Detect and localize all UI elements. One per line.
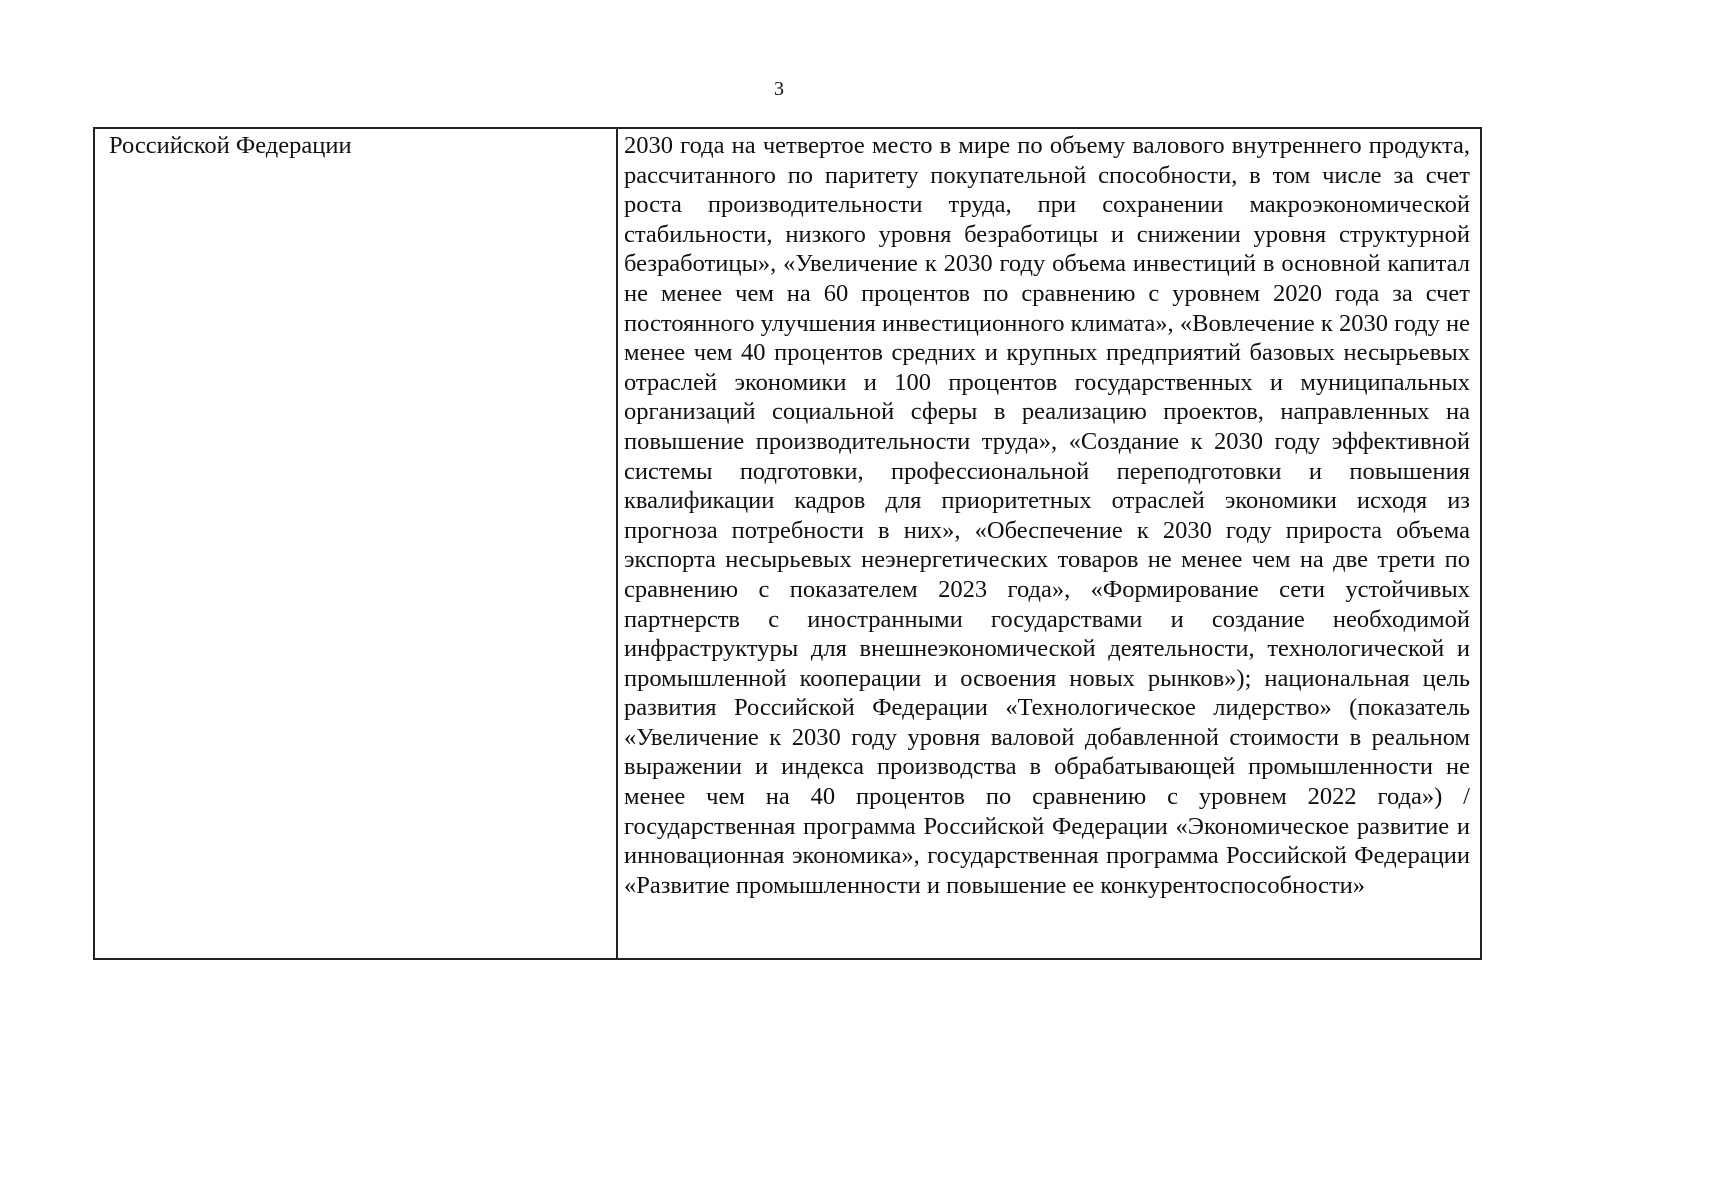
page-number: 3 [774,78,784,100]
table-cell-right: 2030 года на четвертое место в мире по объему валового внутреннего продукта, рассчитанного по паритету покупательной способности, в том числе за счет роста производительности труда, при сохранении макроэкономической стабильности, низкого уровня безработицы и снижении уровня структурной безработицы», «Увеличение к 2030 году объема инвестиций в основной капитал не менее чем на 60 процентов по сравнению с уровнем 2020 года за счет постоянного улучшения инвестиционного климата», «Вовлечение к 2030 году не менее чем 40 процентов средних и крупных предприятий базовых несырьевых отраслей экономики и 100 процентов государственных и муниципальных организаций социальной сферы в реализацию проектов, направленных на повышение производительности труда», «Создание к 2030 году эффективной системы подготовки, профессиональной переподготовки и повышения квалификации кадров для приоритетных отраслей экономики исходя из прогноза потребности в них», «Обеспечение к 2030 году прироста объема экспорта несырьевых неэнергетических товаров не менее чем на две трети по сравнению с показателем 2023 года», «Формирование сети устойчивых партнерств с иностранными государствами и создание необходимой инфраструктуры для внешнеэкономической деятельности, технологической и промышленной кооперации и освоения новых рынков»); национальная цель развития Российской Федерации «Технологическое лидерство» (показатель «Увеличение к 2030 году уровня валовой добавленной стоимости в реальном выражении и индекса производства в обрабатывающей промышленности не менее чем на 40 процентов по сравнению с уровнем 2022 года») / государственная программа Российской Федерации «Экономическое развитие и инновационная экономика», государственная программа Российской Федерации «Развитие промышленности и повышение ее конкурентоспособности» [617,128,1481,959]
table-cell-left: Российской Федерации [94,128,617,959]
table-row [94,128,1481,959]
content-table [93,127,1482,960]
